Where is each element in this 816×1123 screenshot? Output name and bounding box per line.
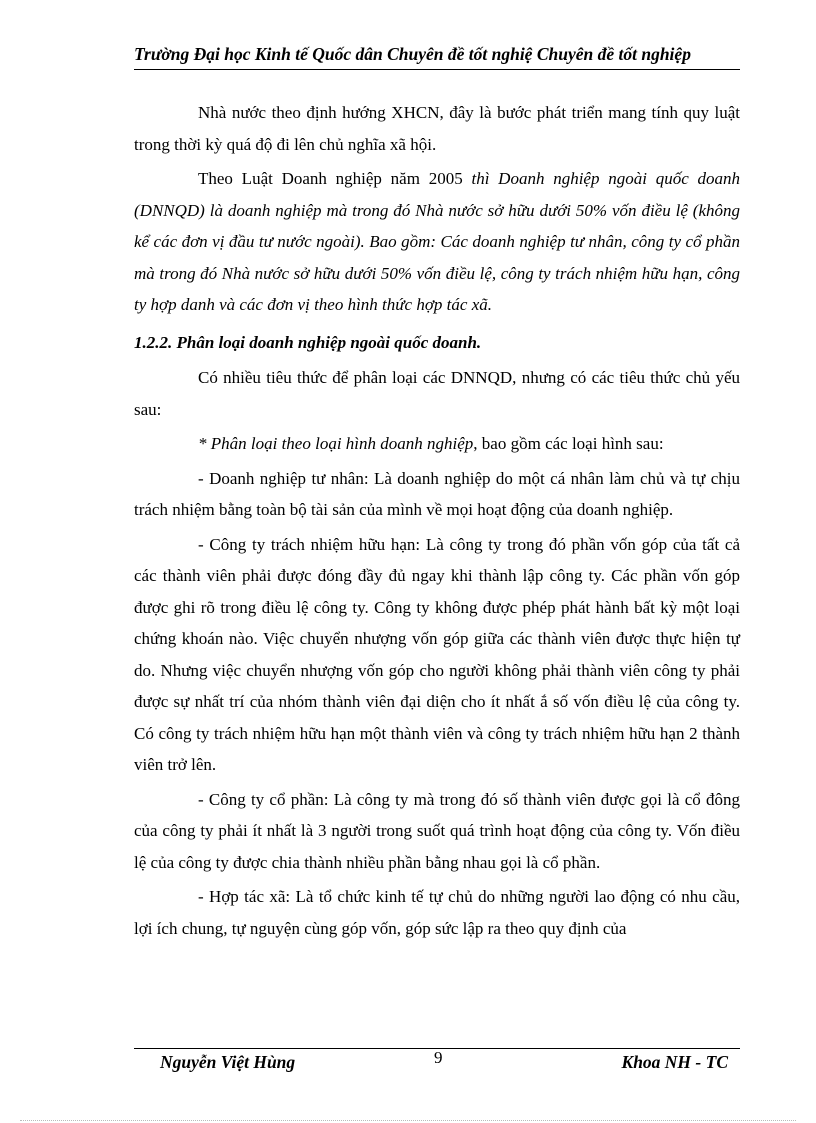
footer-department: Khoa NH - TC bbox=[621, 1052, 728, 1072]
section-heading: 1.2.2. Phân loại doanh nghiệp ngoài quốc doanh. bbox=[134, 332, 482, 352]
footer-author: Nguyễn Việt Hùng bbox=[160, 1052, 296, 1072]
paragraph-4-run-2: , bao gồm các loại hình sau: bbox=[473, 434, 664, 453]
paragraph-2-run-1: Theo Luật Doanh nghiệp năm 2005 bbox=[198, 169, 472, 188]
paragraph-8-text: - Hợp tác xã: Là tổ chức kinh tế tự chủ do những người lao động có nhu cầu, lợi ích chung, tự nguyện cùng góp vốn, góp sức lập ra theo quy định của bbox=[134, 887, 740, 938]
header-rule bbox=[134, 69, 740, 70]
paragraph-8 bbox=[134, 881, 740, 944]
paragraph-7-text: - Công ty cổ phần: Là công ty mà trong đó số thành viên được gọi là cổ đông của công ty phải ít nhất là 3 người trong suốt quá trình hoạt động của công ty. Vốn điều lệ của công ty được chia thành nhiều phần bằng nhau gọi là cổ phần. bbox=[134, 789, 740, 872]
paragraph-5 bbox=[134, 463, 740, 526]
paragraph-1 bbox=[134, 97, 740, 160]
paragraph-5-text: - Doanh nghiệp tư nhân: Là doanh nghiệp do một cá nhân làm chủ và tự chịu trách nhiệm bằng toàn bộ tài sản của mình về mọi hoạt động của doanh nghiệp. bbox=[134, 468, 740, 519]
paragraph-6 bbox=[134, 529, 740, 781]
paragraph-4-run-1: * Phân loại theo loại hình doanh nghiệp bbox=[198, 434, 474, 453]
document-body bbox=[134, 97, 740, 944]
paragraph-2 bbox=[134, 163, 740, 321]
page-bottom-border bbox=[20, 1120, 796, 1121]
paragraph-7 bbox=[134, 784, 740, 879]
paragraph-4 bbox=[134, 428, 740, 460]
paragraph-2-run-2: thì Doanh nghiệp ngoài quốc doanh (DNNQD) là doanh nghiệp mà trong đó Nhà nước sở hữu dưới 50% vốn điều lệ (không kể các đơn vị đầu tư nước ngoài). Bao gồm: Các doanh nghiệp tư nhân, công ty cổ phần mà trong đó Nhà nước sở hữu dưới 50% vốn điều lệ, công ty trách nhiệm hữu hạn, công ty hợp danh và các đơn vị theo hình thức hợp tác xã. bbox=[134, 169, 740, 314]
page-footer bbox=[134, 1048, 740, 1076]
paragraph-1-text: Nhà nước theo định hướng XHCN, đây là bước phát triển mang tính quy luật trong thời kỳ quá độ đi lên chủ nghĩa xã hội. bbox=[134, 103, 740, 154]
page-number: 9 bbox=[434, 1048, 443, 1067]
paragraph-6-text: - Công ty trách nhiệm hữu hạn: Là công ty trong đó phần vốn góp của tất cả các thành viên phải được đóng đầy đủ ngay khi thành lập công ty. Các phần vốn góp được ghi rõ trong điều lệ công ty. Công ty không được phép phát hành bất kỳ một loại chứng khoán nào. Việc chuyển nhượng vốn góp giữa các thành viên được thực hiện tự do. Nhưng việc chuyển nhượng vốn góp cho người không phải thành viên công ty phải được sự nhất trí của nhóm thành viên đại diện cho ít nhất ắ số vốn điều lệ của công ty. Có công ty trách nhiệm hữu hạn một thành viên và công ty trách nhiệm hữu hạn 2 thành viên trở lên. bbox=[134, 534, 740, 774]
paragraph-3-text: Có nhiều tiêu thức để phân loại các DNNQD, nhưng có các tiêu thức chủ yếu sau: bbox=[134, 368, 740, 419]
running-header: Trường Đại học Kinh tế Quốc dân Chuyên đề tốt nghiệ Chuyên đề tốt nghiệp bbox=[134, 44, 691, 64]
paragraph-3 bbox=[134, 362, 740, 425]
